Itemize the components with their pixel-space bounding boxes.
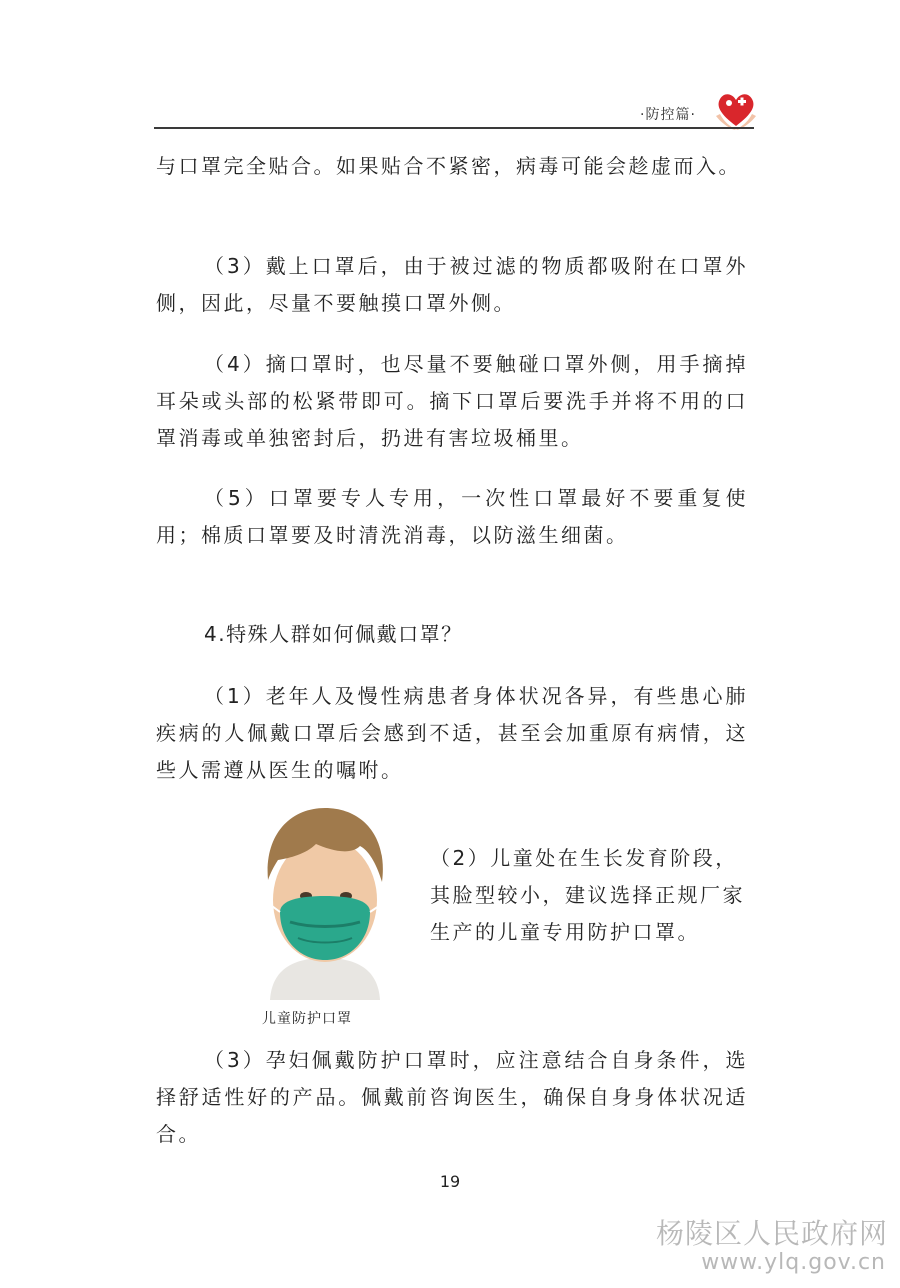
page-number: 19: [439, 1172, 461, 1191]
header-rule: [154, 127, 754, 129]
paragraph-item-4: （4）摘口罩时，也尽量不要触碰口罩外侧，用手摘掉耳朵或头部的松紧带即可。摘下口罩后要洗手并将不用的口罩消毒或单独密封后，扔进有害垃圾桶里。: [156, 352, 748, 450]
child-mask-photo: [250, 800, 400, 1000]
paragraph-elderly: （1）老年人及慢性病患者身体状况各异，有些患心肺疾病的人佩戴口罩后会感到不适，甚至会加重原有病情，这些人需遵从医生的嘱咐。: [156, 684, 748, 782]
section-heading: 4.特殊人群如何佩戴口罩？: [204, 622, 463, 646]
paragraph-children: （2）儿童处在生长发育阶段，其脸型较小，建议选择正规厂家生产的儿童专用防护口罩。: [430, 846, 745, 944]
paragraph-item-3: （3）戴上口罩后，由于被过滤的物质都吸附在口罩外侧，因此，尽量不要触摸口罩外侧。: [156, 254, 748, 315]
watermark-site-name: 杨陵区人民政府网: [655, 1217, 888, 1250]
watermark-url: www.ylq.gov.cn: [701, 1250, 886, 1275]
paragraph-continued: 与口罩完全贴合。如果贴合不紧密，病毒可能会趁虚而入。: [156, 154, 741, 178]
photo-caption: 儿童防护口罩: [262, 1011, 352, 1027]
paragraph-item-5: （5）口罩要专人专用，一次性口罩最好不要重复使用；棉质口罩要及时清洗消毒，以防滋生细菌。: [156, 486, 748, 547]
paragraph-pregnant: （3）孕妇佩戴防护口罩时，应注意结合自身条件，选择舒适性好的产品。佩戴前咨询医生，确保自身身体状况适合。: [156, 1048, 748, 1146]
header-section-label: ·防控篇·: [640, 107, 696, 123]
